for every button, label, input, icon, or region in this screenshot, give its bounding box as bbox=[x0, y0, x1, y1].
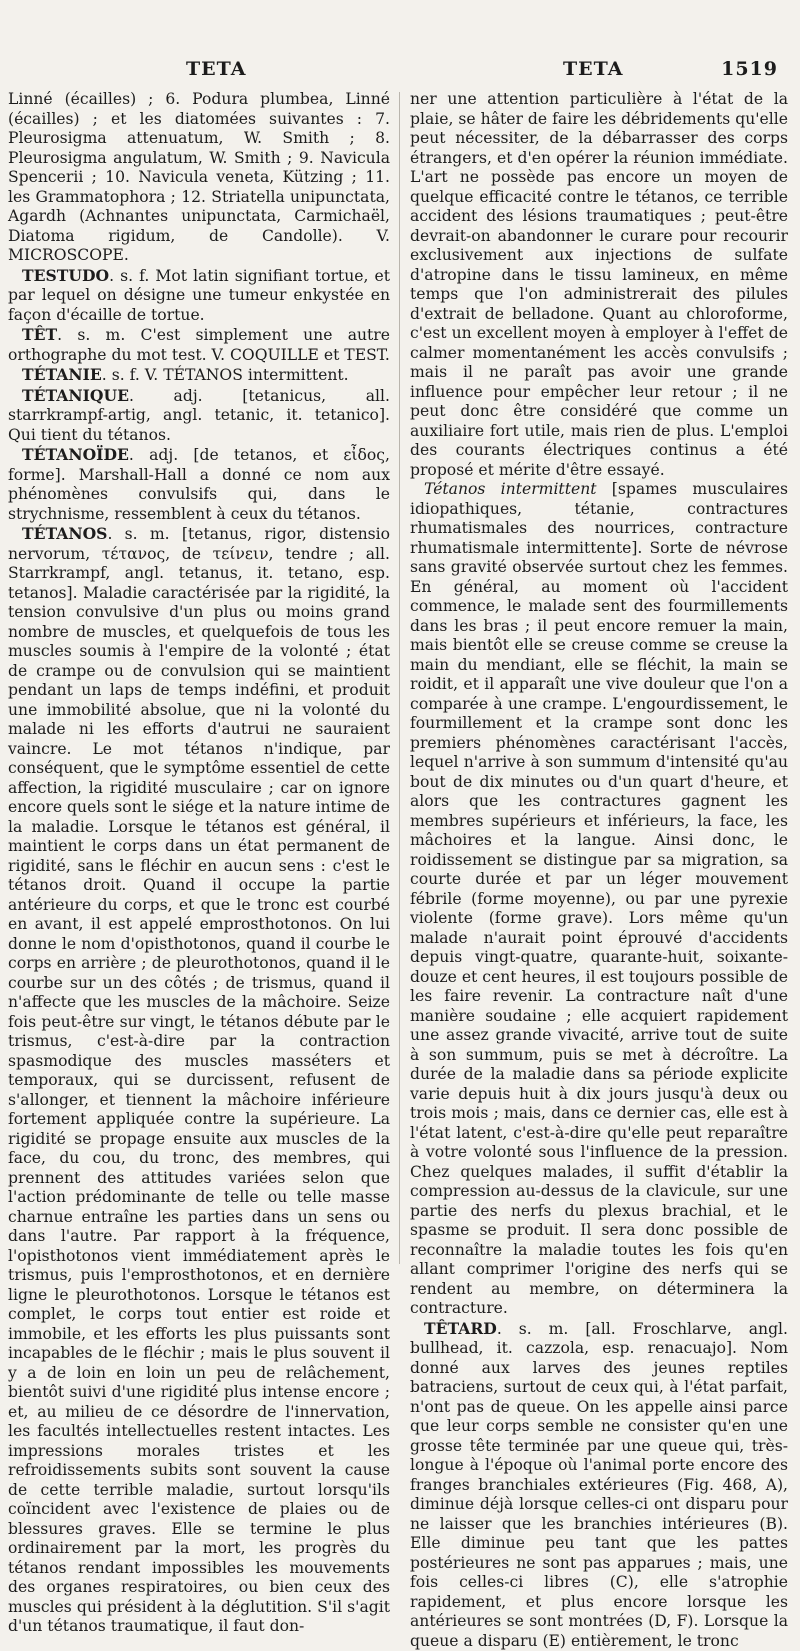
page-number: 1519 bbox=[721, 58, 778, 80]
continued-paragraph: ner une attention particulière à l'état de la plaie, se hâter de faire les débridements qu'elle peut nécessiter, de la débarrasser des corps étrangers, et d'en opérer la réunion immédiate. L'art ne possède pas encore un moyen de quelque efficacité contre le tétanos, ce terrible accident des lésions traumatiques ; peut-être devrait-on abandonner le curare pour recourir exclusivement aux injections de sulfate d'atropine dans le tissu lamineux, en même temps que l'on administrerait des pilules d'extrait de belladone. Quant au chloroforme, c'est un excellent moyen à employer à l'effet de calmer momentanément les accès convulsifs ; mais il ne paraît pas avoir une grande influence pour empêcher leur retour ; il ne peut donc être considéré que comme un auxiliaire fort utile, mais rien de plus. L'emploi des courants électriques continus a été proposé et mérite d'être essayé. bbox=[410, 90, 788, 480]
headword: TESTUDO bbox=[22, 266, 109, 285]
subentry-tetanos-intermittent bbox=[410, 480, 788, 1319]
left-column bbox=[8, 90, 390, 1270]
entry-tet bbox=[8, 325, 390, 365]
entry-text: . s. f. Mot latin signifiant tortue, et par lequel on désigne une tumeur enkystée en façon d'écaille de tortue. bbox=[8, 267, 390, 324]
entry-text: . adj. [tetanicus, all. starrkrampf-artig, angl. tetanic, it. tetanico]. Qui tient du tétanos. bbox=[8, 387, 390, 444]
headword: TÉTANIQUE bbox=[22, 386, 129, 405]
headword: TÉTANIE bbox=[22, 365, 102, 384]
entry-text: . s. m. [all. Froschlarve, angl. bullhead, it. cazzola, esp. renacuajo]. Nom donné aux larves des jeunes reptiles batraciens, surtout de ceux qui, à l'état parfait, n'ont pas de queue. On les appelle ainsi parce que leur corps semble ne consister qu'en une grosse tête terminée par une queue qui, très-longue à l'époque où l'animal porte encore des franges branchiales extérieures (Fig. 468, A), diminue déjà lorsque celles-ci ont disparu pour ne laisser que les branchies intérieures (B). Elle diminue peu tant que les pattes postérieures ne sont pas apparues ; mais, une fois celles-ci libres (C), elle s'atrophie rapidement, et plus encore lorsque les antérieures se sont montrées (D, F). Lorsque la queue a disparu (E) entièrement, le tronc bbox=[410, 1320, 788, 1650]
entry-tetanique bbox=[8, 386, 390, 446]
headword: TÊT bbox=[22, 325, 57, 344]
headword: TÊTARD bbox=[424, 1319, 497, 1338]
column-divider bbox=[399, 92, 400, 1264]
entry-text: . s. f. V. TÉTANOS intermittent. bbox=[102, 366, 349, 384]
entry-text: . s. m. C'est simplement une autre orthographe du mot test. V. COQUILLE et TEST. bbox=[8, 326, 390, 364]
entry-text: . s. m. [tetanus, rigor, distensio nervorum, τέτανος, de τείνειν, tendre ; all. Starrkrampf, angl. tetanus, it. tetano, esp. tetanos]. Maladie caractérisée par la rigidité, la tension convulsive d'un plus ou moins grand nombre de muscles, et quelquefois de tous les muscles soumis à l'empire de la volonté ; état de crampe ou de convulsion qui se maintient pendant un laps de temps indéfini, et produit une immobilité absolue, que ni la volonté du malade ni les efforts d'autrui ne sauraient vaincre. Le mot tétanos n'indique, par conséquent, que le symptôme essentiel de cette affection, la rigidité musculaire ; car on ignore encore quels sont le siége et la nature intime de la maladie. Lorsque le tétanos est général, il maintient le corps dans un état permanent de rigidité, sans le fléchir en aucun sens : c'est le tétanos droit. Quand il occupe la partie antérieure du corps, et que le tronc est courbé en avant, il est appelé emprosthotonos. On lui donne le nom d'opisthotonos, quand il courbe le corps en arrière ; de pleurothotonos, quand il le courbe sur un des côtés ; de trismus, quand il n'affecte que les muscles de la mâchoire. Seize fois peut-être sur vingt, le tétanos débute par le trismus, c'est-à-dire par la contraction spasmodique des muscles masséters et temporaux, qui se durcissent, refusent de s'allonger, et tiennent la mâchoire inférieure fortement appliquée contre la supérieure. La rigidité se propage ensuite aux muscles de la face, du cou, du tronc, des membres, qui prennent des attitudes variées selon que l'action prédominante de telle ou telle masse charnue entraîne les parties dans un sens ou dans l'autre. Par rapport à la fréquence, l'opisthotonos vient immédiatement après le trismus, puis l'emprosthotonos, et en dernière ligne le pleurothotonos. Lorsque le tétanos est complet, le corps tout entier est roide et immobile, et les efforts les plus puissants sont incapables de le fléchir ; mais le plus souvent il y a de loin en loin un peu de relâchement, bientôt suivi d'une rigidité plus intense encore ; et, au milieu de ce désordre de l'innervation, les facultés intellectuelles restent intactes. Les impressions morales tristes et les refroidissements subits sont souvent la cause de cette terrible maladie, surtout lorsqu'ils coïncident avec l'existence de plaies ou de blessures graves. Elle se termine le plus ordinairement par la mort, les progrès du tétanos rendant impossibles les mouvements des organes respiratoires, ou bien ceux des muscles qui président à la déglutition. S'il s'agit d'un tétanos traumatique, il faut don- bbox=[8, 525, 390, 1635]
running-head-left: TETA bbox=[186, 58, 246, 80]
running-head-right: TETA bbox=[563, 58, 623, 80]
right-column bbox=[410, 90, 788, 1270]
entry-text: . adj. [de tetanos, et εἶδος, forme]. Marshall-Hall a donné ce nom aux phénomènes convulsifs qui, dans le strychnisme, ressemblent à ceux du tétanos. bbox=[8, 446, 390, 523]
entry-testudo bbox=[8, 266, 390, 326]
entry-tetanie bbox=[8, 365, 390, 386]
headword: TÉTANOS bbox=[22, 524, 107, 543]
entry-text: [spames musculaires idiopathiques, tétanie, contractures rhumatismales des nourrices, contracture rhumatismale intermittente]. Sorte de névrose sans gravité observée surtout chez les femmes. En général, au moment où l'accident commence, le malade sent des fourmillements dans les bras ; il peut encore remuer la main, mais bientôt elle se creuse comme se creuse la main du mendiant, elle se fléchit, la main se roidit, et il apparaît une vive douleur que l'on a comparée à une crampe. L'engourdissement, le fourmillement et la crampe sont donc les premiers phénomènes caractérisant l'accès, lequel n'arrive à son summum d'intensité qu'au bout de dix minutes ou d'un quart d'heure, et alors que les contractures gagnent les membres supérieurs et inférieurs, la face, les mâchoires et la langue. Ainsi donc, le roidissement se distingue par sa migration, sa courte durée et par un léger mouvement fébrile (forme moyenne), ou par une pyrexie violente (forme grave). Lors même qu'un malade n'aurait point éprouvé d'accidents depuis vingt-quatre, quarante-huit, soixante-douze et cent heures, il est toujours possible de les faire revenir. La contracture naît d'une manière soudaine ; elle acquiert rapidement une assez grande vivacité, arrive tout de suite à son summum, puis se met à décroître. La durée de la maladie dans sa période explicite varie depuis huit à dix jours jusqu'à deux ou trois mois ; mais, dans ce dernier cas, elle est à l'état latent, c'est-à-dire qu'elle peut reparaître à votre volonté sous l'influence de la pression. Chez quelques malades, il suffit d'établir la compression au-dessus de la clavicule, sur une partie des nerfs du plexus brachial, et le spasme se produit. Il sera donc possible de reconnaître la maladie toutes les fois qu'en allant comprimer l'origine des nerfs qui se rendent au membre, on déterminera la contracture. bbox=[410, 480, 788, 1317]
subentry-lead: Tétanos intermittent bbox=[424, 480, 597, 498]
headword: TÉTANOÏDE bbox=[22, 445, 129, 464]
entry-tetanoide bbox=[8, 445, 390, 524]
entry-tetard bbox=[410, 1319, 788, 1651]
continued-paragraph: Linné (écailles) ; 6. Podura plumbea, Linné (écailles) ; et les diatomées suivantes : 7. Pleurosigma attenuatum, W. Smith ; 8. Pleurosigma angulatum, W. Smith ; 9. Navicula Spencerii ; 10. Navicula veneta, Kützing ; 11. les Grammatophora ; 12. Striatella unipunctata, Agardh (Achnantes unipunctata, Carmichaël, Diatoma rigidum, de Candolle). V. MICROSCOPE. bbox=[8, 90, 390, 266]
entry-tetanos bbox=[8, 524, 390, 1637]
